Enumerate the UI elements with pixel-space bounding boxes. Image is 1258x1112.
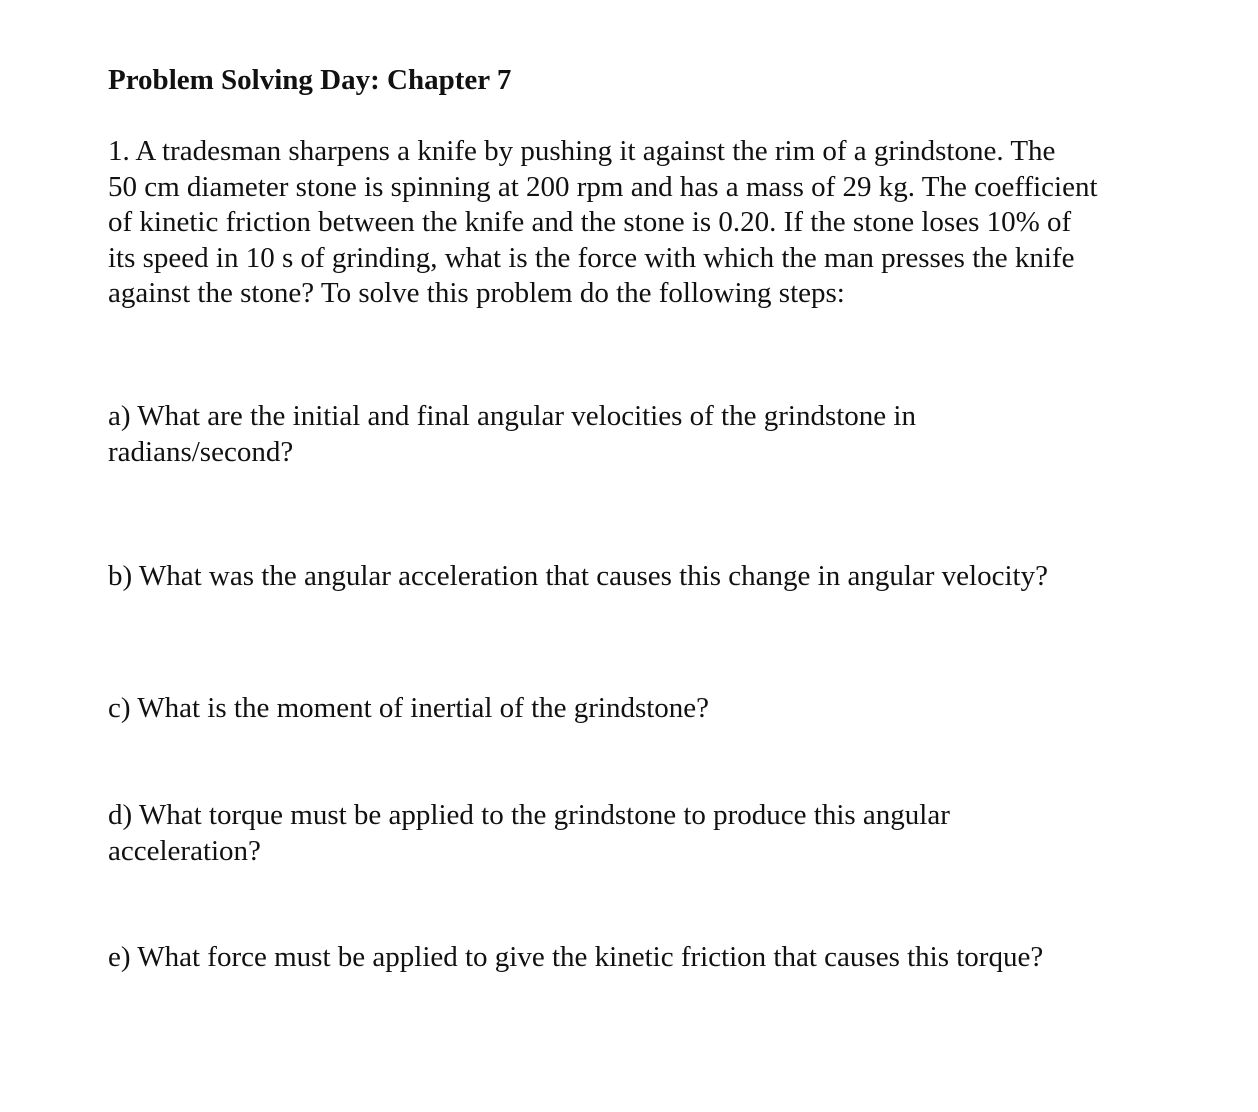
question-a-line: radians/second? bbox=[108, 436, 294, 468]
problem-statement-line: 50 cm diameter stone is spinning at 200 rpm and has a mass of 29 kg. The coefficient bbox=[108, 170, 1098, 203]
question-a-line: a) What are the initial and final angular velocities of the grindstone in bbox=[108, 400, 916, 432]
problem-statement-line: of kinetic friction between the knife and the stone is 0.20. If the stone loses 10% of bbox=[108, 206, 1072, 238]
question-e bbox=[108, 939, 1043, 975]
question-c bbox=[108, 690, 709, 726]
problem-statement bbox=[108, 134, 1148, 312]
document-title: Problem Solving Day: Chapter 7 bbox=[108, 64, 512, 96]
question-d-line: d) What torque must be applied to the grindstone to produce this angular bbox=[108, 799, 950, 831]
question-b bbox=[108, 558, 1048, 594]
question-e-line: e) What force must be applied to give the kinetic friction that causes this torque? bbox=[108, 941, 1044, 973]
question-a bbox=[108, 398, 916, 470]
question-d bbox=[108, 797, 950, 869]
problem-statement-line: 1. A tradesman sharpens a knife by pushing it against the rim of a grindstone. The bbox=[108, 135, 1056, 167]
problem-statement-line: against the stone? To solve this problem do the following steps: bbox=[108, 277, 845, 309]
question-d-line: acceleration? bbox=[108, 835, 261, 867]
problem-statement-line: its speed in 10 s of grinding, what is the force with which the man presses the knife bbox=[108, 241, 1075, 274]
question-b-line: b) What was the angular acceleration that causes this change in angular velocity? bbox=[108, 560, 1048, 592]
question-c-line: c) What is the moment of inertial of the grindstone? bbox=[108, 692, 710, 724]
